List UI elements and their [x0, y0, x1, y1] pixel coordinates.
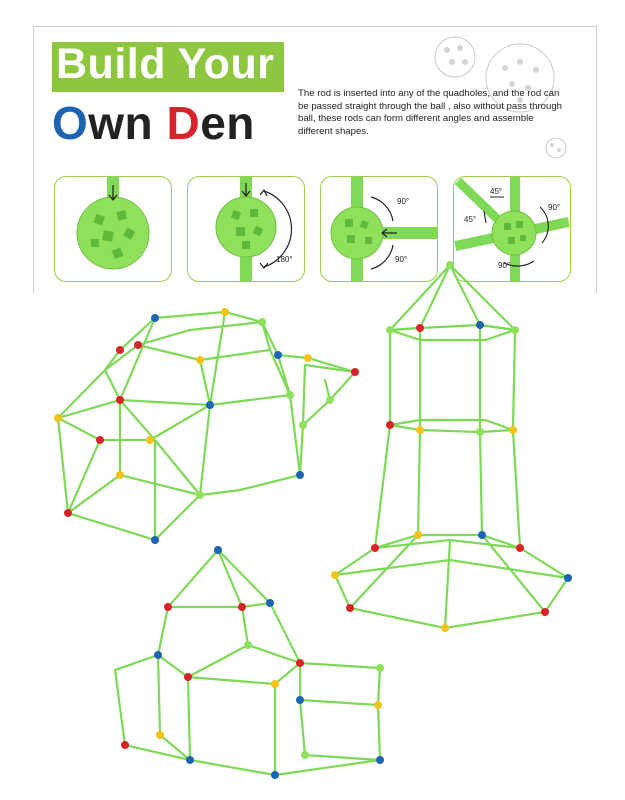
den-models-illustration	[0, 250, 625, 800]
title-line-2	[52, 96, 255, 150]
title-letters-en: en	[200, 97, 255, 149]
angle-label: 90°	[395, 255, 408, 264]
angle-label: 180°	[276, 255, 293, 264]
title-letter-o: O	[52, 97, 89, 149]
description-text: The rod is inserted into any of the quadholes, and the rod can be passed straight through the ball , also without pass through ball, these rods can form different angles and assemble different shapes.	[298, 88, 562, 137]
angle-label: 45°	[490, 187, 503, 196]
angle-label: 90°	[498, 261, 511, 270]
title-letter-d: D	[166, 97, 201, 149]
angle-label: 90°	[548, 203, 561, 212]
title-letters-wn: wn	[88, 97, 167, 149]
angle-label: 45°	[464, 215, 477, 224]
angle-label: 90°	[397, 197, 410, 206]
title-line-1: Build Your	[56, 40, 275, 88]
